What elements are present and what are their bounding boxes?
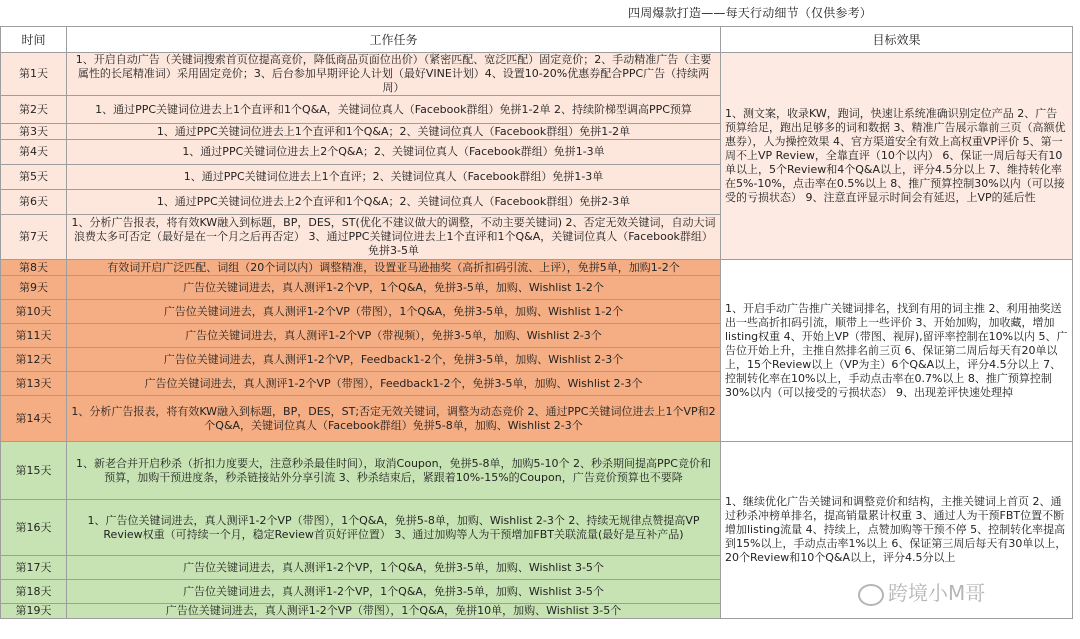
task-cell[interactable]: 广告位关键词进去，真人测评1-2个VP（带图），1个Q&A，免拼10单，加购、Wishlist 3-5个 [67, 604, 721, 619]
watermark-text: 跨境小M哥 [888, 581, 986, 605]
day-cell[interactable]: 第12天 [1, 348, 67, 372]
day-cell[interactable]: 第7天 [1, 215, 67, 260]
task-cell[interactable]: 广告位关键词进去，真人测评1-2个VP（带图），Feedback1-2个，免拼3-5单，加购、Wishlist 2-3个 [67, 372, 721, 396]
task-cell[interactable]: 1、通过PPC关键词位进去上2个Q&A；2、关键词位真人（Facebook群组）免拼1-3单 [67, 140, 721, 165]
header-task: 工作任务 [67, 27, 721, 53]
plan-table [0, 26, 1073, 619]
task-cell[interactable]: 广告位关键词进去，真人测评1-2个VP（带视频），免拼3-5单，加购、Wishlist 2-3个 [67, 324, 721, 348]
day-cell[interactable]: 第4天 [1, 140, 67, 165]
header-row [1, 27, 1073, 53]
wechat-icon [858, 584, 884, 606]
task-cell[interactable]: 广告位关键词进去，真人测评1-2个VP，1个Q&A，免拼3-5单，加购、Wishlist 3-5个 [67, 556, 721, 580]
task-cell[interactable]: 1、分析广告报表，将有效KW融入到标题，BP，DES，ST;否定无效关键词，调整为动态竞价 2、通过PPC关键词位进去上1个VP和2个Q&A，关键词位真人（Facebook群组）免拼5-8单，加购、Wishlist 2-3个 [67, 396, 721, 442]
effect-cell-week2[interactable]: 1、开启手动广告推广关键词排名，找到有用的词主推 2、利用抽奖送出一些高折扣码引流，顺带上一些评价 3、开始加购，加收藏，增加listing权重 4、开始上VP（带图、视屏),留评率控制在10%以内 5、广告位开始上升，主推自然排名前三页 6、保证第二周后每天有20单以上，15个Review以上（VP为主）6个Q&A以上，评分4.5分以上 7、控制转化率在10%以上，手动点击率在0.7%以上 8、推广预算控制30%以内（可以接受的亏损状态） 9、出现差评快速处理掉 [721, 260, 1073, 442]
day-cell[interactable]: 第15天 [1, 442, 67, 500]
task-cell[interactable]: 广告位关键词进去，真人测评1-2个VP，Feedback1-2个，免拼3-5单，加购、Wishlist 2-3个 [67, 348, 721, 372]
task-cell[interactable]: 1、通过PPC关键词位进去上2个直评和1个Q&A；2、关键词位真人（Facebook群组）免拼2-3单 [67, 190, 721, 215]
task-cell[interactable]: 1、通过PPC关键词位进去上1个直评；2、关键词位真人（Facebook群组）免拼1-3单 [67, 165, 721, 190]
task-cell[interactable]: 广告位关键词进去，真人测评1-2个VP，1个Q&A，免拼3-5单，加购、Wishlist 3-5个 [67, 580, 721, 604]
table-row [1, 53, 1073, 96]
task-cell[interactable]: 广告位关键词进去，真人测评1-2个VP（带图），1个Q&A，免拼3-5单，加购、Wishlist 1-2个 [67, 300, 721, 324]
task-cell[interactable]: 有效词开启广泛匹配、词组（20个词以内）调整精准，设置亚马逊抽奖（高折扣码引流、上评），免拼5单，加购1-2个 [67, 260, 721, 276]
task-cell[interactable]: 广告位关键词进去，真人测评1-2个VP，1个Q&A，免拼3-5单，加购、Wishlist 1-2个 [67, 276, 721, 300]
task-cell[interactable]: 1、开启自动广告（关键词搜索首页位提高竞价，降低商品页面位出价）（紧密匹配、宽泛匹配）固定竞价；2、手动精准广告（主要属性的长尾精准词）采用固定竞价；3、后台参加早期评论人计划（最好VINE计划）4、设置10-20%优惠券配合PPC广告（持续两周） [67, 53, 721, 96]
day-cell[interactable]: 第3天 [1, 124, 67, 140]
table-row [1, 260, 1073, 276]
effect-cell-week3[interactable]: 1、继续优化广告关键词和调整竞价和结构，主推关键词上首页 2、通过秒杀冲榜单排名，提高销量累计权重 3、通过人为干预FBT位置不断增加listing流量 4、持续上，点赞加购等干预不停 5、控制转化率提高到15%以上，手动点击率1%以上 6、保证第三周后每天有30单以上，20个Review和10个Q&A以上，评分4.5分以上 [721, 442, 1073, 619]
task-cell[interactable]: 1、广告位关键词进去，真人测评1-2个VP（带图），1个Q&A，免拼5-8单，加购、Wishlist 2-3个 2、持续无规律点赞提高VP Review权重（可持续一个月，稳定Review首页好评位置） 3、通过加购等人为干预增加FBT关联流量(最好是互补产品) [67, 500, 721, 556]
task-cell[interactable]: 1、通过PPC关键词位进去上1个直评和1个Q&A；2、关键词位真人（Facebook群组）免拼1-2单 [67, 124, 721, 140]
day-cell[interactable]: 第9天 [1, 276, 67, 300]
day-cell[interactable]: 第19天 [1, 604, 67, 619]
watermark [858, 577, 985, 606]
sheet-title: 四周爆款打造——每天行动细节（仅供参考） [628, 6, 873, 20]
table-row [1, 442, 1073, 500]
header-day: 时间 [1, 27, 67, 53]
task-cell[interactable]: 1、通过PPC关键词位进去上1个直评和1个Q&A，关键词位真人（Facebook群组）免拼1-2单 2、持续阶梯型调高PPC预算 [67, 96, 721, 124]
day-cell[interactable]: 第2天 [1, 96, 67, 124]
task-cell[interactable]: 1、新老合并开启秒杀（折扣力度要大，注意秒杀最佳时间），取消Coupon，免拼5-8单，加购5-10个 2、秒杀期间提高PPC竞价和预算，加购干预进度条，秒杀链接站外分享引流 3、秒杀结束后，紧跟着10%-15%的Coupon，广告竞价预算也不要降 [67, 442, 721, 500]
day-cell[interactable]: 第16天 [1, 500, 67, 556]
day-cell[interactable]: 第14天 [1, 396, 67, 442]
day-cell[interactable]: 第11天 [1, 324, 67, 348]
task-cell[interactable]: 1、分析广告报表，将有效KW融入到标题，BP，DES，ST(优化不建议做大的调整，不动主要关键词) 2、否定无效关键词，自动大词浪费太多可否定（最好是在一个月之后再否定） 3、通过PPC关键词位进去上1个直评和1个Q&A，关键词位真人（Facebook群组）免拼3-5单 [67, 215, 721, 260]
day-cell[interactable]: 第8天 [1, 260, 67, 276]
day-cell[interactable]: 第6天 [1, 190, 67, 215]
day-cell[interactable]: 第1天 [1, 53, 67, 96]
day-cell[interactable]: 第5天 [1, 165, 67, 190]
day-cell[interactable]: 第13天 [1, 372, 67, 396]
effect-cell-week1[interactable]: 1、测文案，收录KW，跑词，快速让系统准确识别定位产品 2、广告预算给足，跑出足够多的词和数据 3、精准广告展示靠前三页（高额优惠券），人为操控效果 4、官方渠道安全有效上高权重VP评价 5、第一周不上VP Review，全靠直评（10个以内） 6、保证一周后每天有10单以上，5个Review和4个Q&A以上，评分4.5分以上 7、维持转化率在5%-10%，点击率在0.5%以上 8、推广预算控制30%以内（可以接受的亏损状态） 9、注意直评显示时间会有延迟，上VP的延后性 [721, 53, 1073, 260]
day-cell[interactable]: 第18天 [1, 580, 67, 604]
header-effect: 目标效果 [721, 27, 1073, 53]
day-cell[interactable]: 第10天 [1, 300, 67, 324]
sheet-title-bar [0, 0, 1080, 22]
day-cell[interactable]: 第17天 [1, 556, 67, 580]
